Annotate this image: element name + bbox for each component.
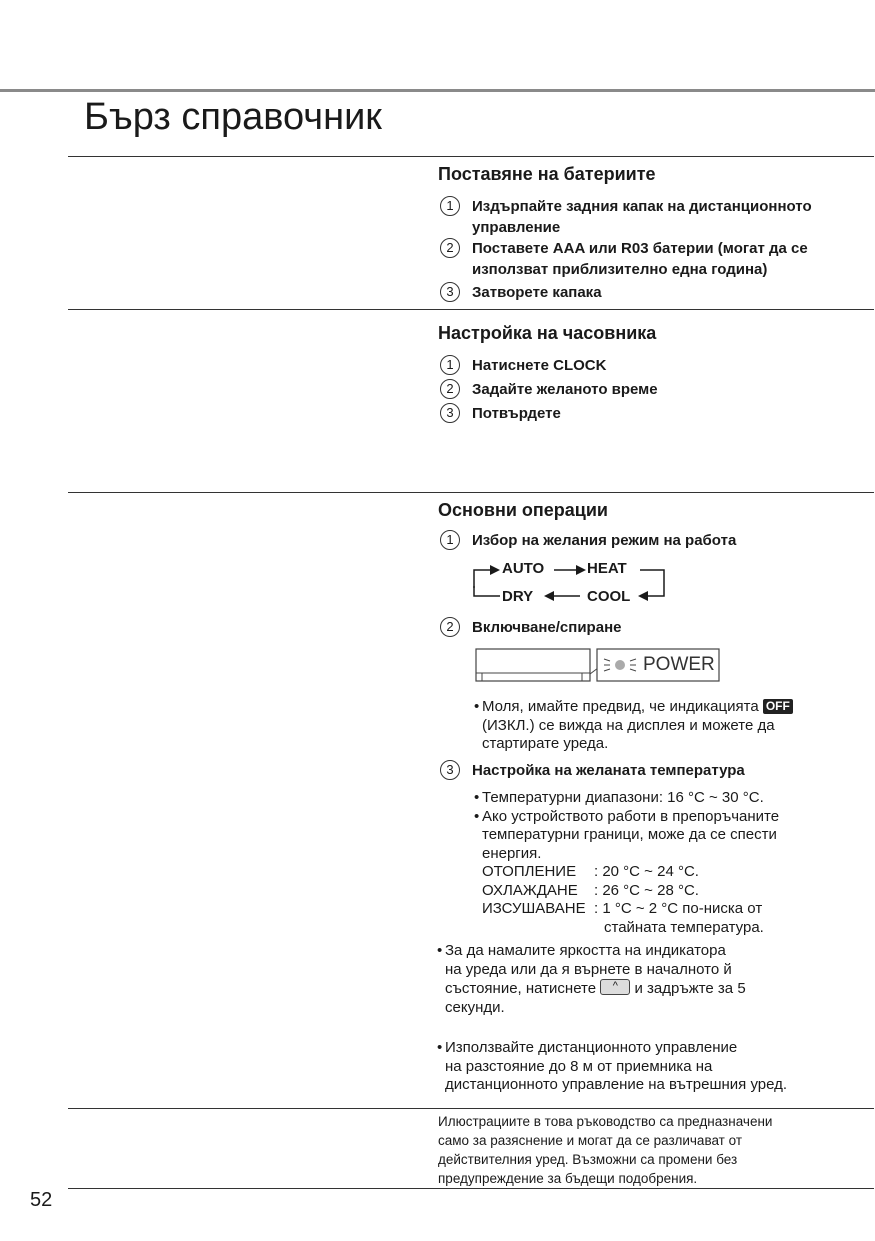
step-text: Поставете AAA или R03 батерии (могат да се използват приблизително една година)	[472, 240, 808, 278]
clock-step-1	[440, 355, 832, 376]
disclaimer-l1: Илюстрациите в това ръководство са предназначени	[438, 1114, 773, 1129]
off-indicator-badge: OFF	[763, 699, 793, 714]
operations-step-1	[440, 530, 832, 551]
brightness-l3b: и задръжте за 5	[634, 980, 746, 997]
brightness-l4: секунди.	[445, 998, 505, 1016]
step-text: Натиснете CLOCK	[472, 357, 607, 374]
top-rule	[0, 89, 875, 92]
step-number: 3	[440, 760, 460, 780]
up-key-icon: ^	[600, 979, 630, 995]
clock-title: Настройка на часовника	[438, 323, 657, 343]
distance-l2: на разстояние до 8 м от приемника на	[445, 1057, 713, 1075]
power-note: • Моля, имайте предвид, че индикацията OFF (ИЗКЛ.) се вижда на дисплея и можете да стартирате уреда.	[474, 698, 793, 754]
step-number: 1	[440, 355, 460, 375]
step-number: 3	[440, 282, 460, 302]
distance-l1: Използвайте дистанционното управление	[445, 1039, 738, 1056]
distance-l3: дистанционното управление на вътрешния уред.	[445, 1076, 788, 1093]
step-text: Настройка на желаната температура	[472, 762, 745, 779]
temp-range: Температурни диапазони: 16 °C ~ 30 °C.	[482, 789, 764, 806]
temp-saving-l2: температурни граници, може да се спести	[482, 826, 777, 843]
temperature-notes: • Температурни диапазони: 16 °C ~ 30 °C. • Ако устройството работи в препоръчаните температурни граници, може да се спести енергия. ОТОПЛЕНИЕ : 20 °C ~ 24 °C. ОХЛАЖДАНЕ : 26 °C ~ 28 °C. ИЗСУШАВАНЕ : 1 °C ~ 2 °C по-ниска от стайната температура.	[474, 789, 780, 936]
section-divider	[68, 492, 874, 493]
mode-cycle-diagram	[470, 558, 670, 608]
batteries-step-1	[440, 196, 832, 238]
section-divider	[68, 1108, 874, 1109]
heat-label: ОТОПЛЕНИЕ	[482, 863, 577, 880]
mode-dry: DRY	[502, 588, 534, 605]
step-number: 2	[440, 379, 460, 399]
page-number: 52	[30, 1189, 53, 1211]
step-number: 3	[440, 403, 460, 423]
distance-note: • Използвайте дистанционното управление на разстояние до 8 м от приемника на дистанционното управление на вътрешния уред.	[437, 1039, 788, 1093]
step-number: 2	[440, 617, 460, 637]
power-label: POWER	[643, 654, 715, 675]
power-note-line1: Моля, имайте предвид, че индикацията	[482, 698, 759, 715]
mode-auto: AUTO	[502, 560, 545, 577]
disclaimer-l3: действителния уред. Възможни са промени без	[438, 1152, 738, 1167]
brightness-l3a: състояние, натиснете	[445, 980, 597, 997]
cool-value: : 26 °C ~ 28 °C.	[594, 881, 699, 899]
brightness-l1: За да намалите яркостта на индикатора	[445, 942, 726, 959]
dry-value: : 1 °C ~ 2 °C по-ниска от	[594, 900, 763, 917]
clock-step-3	[440, 403, 832, 424]
step-text: Избор на желания режим на работа	[472, 532, 737, 549]
mode-cool: COOL	[587, 588, 631, 605]
brightness-note: • За да намалите яркостта на индикатора на уреда или да я върнете в началното й състояние, натиснете ^ и задръжте за 5 секунди.	[437, 942, 746, 1016]
step-number: 1	[440, 196, 460, 216]
dry-label: ИЗСУШАВАНЕ	[482, 900, 586, 917]
disclaimer-l2: само за разяснение и могат да се различават от	[438, 1133, 743, 1148]
step-text: Задайте желаното време	[472, 381, 658, 398]
step-number: 1	[440, 530, 460, 550]
step-number: 2	[440, 238, 460, 258]
disclaimer-l4: предупреждение за бъдещи подобрения.	[438, 1171, 698, 1186]
power-note-line2: (ИЗКЛ.) се вижда на дисплея и можете да	[482, 716, 775, 734]
section-divider	[68, 156, 874, 157]
step-text: Затворете капака	[472, 284, 602, 301]
temp-saving-l1: Ако устройството работи в препоръчаните	[482, 807, 780, 825]
clock-step-2	[440, 379, 832, 400]
disclaimer	[438, 1112, 772, 1188]
page-title: Бърз справочник	[84, 96, 382, 138]
bottom-divider	[68, 1188, 874, 1189]
operations-title: Основни операции	[438, 500, 608, 520]
batteries-title: Поставяне на батериите	[438, 164, 656, 184]
power-note-line3: стартирате уреда.	[482, 735, 609, 752]
batteries-step-2	[440, 238, 832, 280]
operations-step-2	[440, 617, 832, 638]
step-text: Включване/спиране	[472, 619, 622, 636]
operations-step-3	[440, 760, 832, 781]
step-text: Потвърдете	[472, 405, 561, 422]
step-text: Издърпайте задния капак на дистанционното управление	[472, 198, 812, 236]
temp-saving-l3: енергия.	[482, 844, 542, 862]
heat-value: : 20 °C ~ 24 °C.	[594, 863, 699, 880]
section-divider	[68, 309, 874, 310]
dry-value-l2: стайната температура.	[604, 918, 764, 936]
batteries-step-3	[440, 282, 832, 303]
cool-label: ОХЛАЖДАНЕ	[482, 881, 578, 899]
brightness-l2: на уреда или да я върнете в началното й	[445, 960, 732, 978]
mode-heat: HEAT	[587, 560, 627, 577]
